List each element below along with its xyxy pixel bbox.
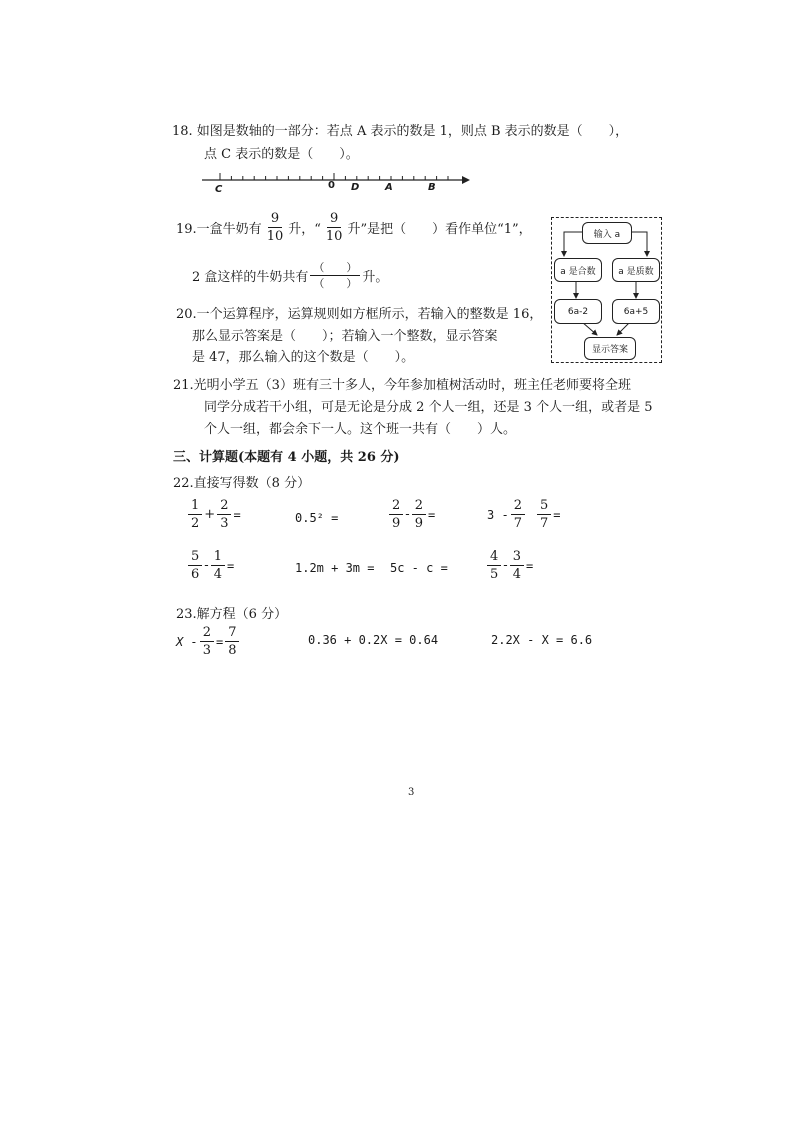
flow-op2-box: 6a+5 xyxy=(612,299,660,324)
q20-line3: 是 47，那么输入的这个数是（ ）。 xyxy=(192,350,415,365)
point-d-label: D xyxy=(351,182,360,193)
q19-fraction-1: $\frac{9}{10}$ xyxy=(266,211,284,244)
q23-equation-1: X - $\frac{2}{3}$ = $\frac{7}{8}$ xyxy=(176,626,241,657)
q19-line2-prefix: 2 盒这样的牛奶共有 xyxy=(192,270,309,285)
q20-line2: 那么显示答案是（ ）；若输入一个整数，显示答案 xyxy=(192,329,498,344)
point-c-label: C xyxy=(215,184,223,195)
q22-expr-1: $\frac{1}{2}$ + $\frac{2}{3}$ = xyxy=(186,499,241,530)
flow-op1-box: 6a-2 xyxy=(554,299,602,324)
q21-line2: 同学分成若干小组，可是无论是分成 2 个人一组，还是 3 个人一组，或者是 5 xyxy=(204,400,653,415)
q20-line1: 20.一个运算程序，运算规则如方框所示，若输入的整数是 16， xyxy=(176,307,543,322)
section-3-title: 三、计算题(本题有 4 小题，共 26 分) xyxy=(173,450,400,465)
q23-equation-3: 2.2X - X = 6.6 xyxy=(491,633,593,647)
point-b-label: B xyxy=(428,182,436,193)
q19-prefix: 19.一盒牛奶有 xyxy=(176,222,262,237)
q19-line1 xyxy=(176,212,532,243)
q22-expr-4: 3 - $\frac{2}{7}$ $\frac{5}{7}$ = xyxy=(487,498,561,531)
q19-mid2: 升”是把（ ）看作单位“1”， xyxy=(347,222,532,237)
q19-fraction-2: $\frac{9}{10}$ xyxy=(325,211,343,244)
q23-title: 23.解方程（6 分） xyxy=(176,607,288,622)
page-number: 3 xyxy=(408,787,415,798)
q22-expr-6: 1.2m + 3m = xyxy=(295,561,375,575)
q22-expr-2: 0.5² = xyxy=(295,511,339,525)
q21-line1: 21.光明小学五（3）班有三十多人，今年参加植树活动时，班主任老师要将全班 xyxy=(173,378,631,393)
q22-expr-5: $\frac{5}{6}$ - $\frac{1}{4}$ = xyxy=(186,550,234,581)
zero-label: 0 xyxy=(328,180,335,191)
flow-input-box: 输入 a xyxy=(582,222,632,244)
q22-expr-8: $\frac{4}{5}$ - $\frac{3}{4}$ = xyxy=(485,550,533,581)
q19-line2 xyxy=(192,262,388,289)
flow-output-box: 显示答案 xyxy=(584,337,636,360)
flow-composite-box: a 是合数 xyxy=(554,258,602,282)
q19-blank-fraction: $\frac{( )}{( )}$ xyxy=(310,262,360,289)
q23-equation-2: 0.36 + 0.2X = 0.64 xyxy=(308,633,439,647)
flow-prime-box: a 是质数 xyxy=(612,258,660,282)
q22-expr-7: 5c - c = xyxy=(390,561,448,575)
q22-title: 22.直接写得数（8 分） xyxy=(173,476,311,491)
q18-line1: 18. 如图是数轴的一部分：若点 A 表示的数是 1，则点 B 表示的数是（ ）， xyxy=(172,124,629,139)
point-a-label: A xyxy=(385,182,393,193)
q19-mid1: 升，“ xyxy=(288,222,321,237)
q21-line3: 个人一组，都会余下一人。这个班一共有（ ）人。 xyxy=(204,422,517,437)
flowchart xyxy=(551,217,662,363)
q18-line2: 点 C 表示的数是（ ）。 xyxy=(204,147,359,162)
q19-line2-suffix: 升。 xyxy=(362,270,389,285)
q22-expr-3: $\frac{2}{9}$ - $\frac{2}{9}$ = xyxy=(387,499,435,530)
